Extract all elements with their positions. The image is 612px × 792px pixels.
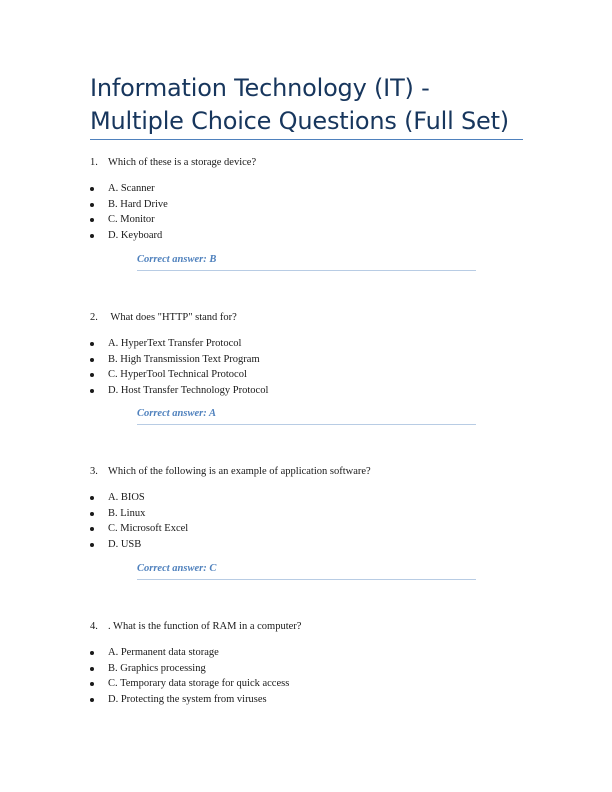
- question-4: [90, 620, 530, 707]
- question-text: [90, 465, 530, 478]
- question-number: 2.: [90, 312, 98, 323]
- option-c: C. Monitor: [90, 212, 530, 228]
- option-a: A. Permanent data storage: [90, 645, 530, 661]
- option-b: B. Linux: [90, 506, 530, 522]
- question-2: [90, 311, 530, 398]
- question-number: 1.: [90, 157, 98, 168]
- question-number: 3.: [90, 466, 98, 477]
- correct-answer-1: Correct answer: B: [137, 253, 476, 271]
- option-b: B. High Transmission Text Program: [90, 352, 530, 368]
- question-1: [90, 156, 530, 243]
- option-c: C. Microsoft Excel: [90, 521, 530, 537]
- question-prompt: . What is the function of RAM in a computer?: [108, 621, 302, 632]
- title-underline: [90, 139, 523, 140]
- option-a: A. Scanner: [90, 181, 530, 197]
- question-3: [90, 465, 530, 552]
- question-text: [90, 311, 530, 324]
- question-prompt: Which of these is a storage device?: [108, 157, 257, 168]
- question-number: 4.: [90, 621, 98, 632]
- option-c: C. Temporary data storage for quick access: [90, 676, 530, 692]
- page-title: Information Technology (IT) - Multiple Choice Questions (Full Set): [90, 74, 509, 135]
- options-list: [90, 490, 530, 552]
- correct-answer-3: Correct answer: C: [137, 562, 476, 580]
- options-list: [90, 645, 530, 707]
- option-a: A. HyperText Transfer Protocol: [90, 336, 530, 352]
- option-c: C. HyperTool Technical Protocol: [90, 367, 530, 383]
- question-text: [90, 620, 530, 633]
- option-b: B. Hard Drive: [90, 197, 530, 213]
- option-a: A. BIOS: [90, 490, 530, 506]
- option-b: B. Graphics processing: [90, 661, 530, 677]
- question-prompt: Which of the following is an example of application software?: [108, 466, 371, 477]
- options-list: [90, 181, 530, 243]
- question-text: [90, 156, 530, 169]
- option-d: D. Protecting the system from viruses: [90, 692, 530, 708]
- option-d: D. Keyboard: [90, 228, 530, 244]
- option-d: D. USB: [90, 537, 530, 553]
- options-list: [90, 336, 530, 398]
- correct-answer-2: Correct answer: A: [137, 407, 476, 425]
- option-d: D. Host Transfer Technology Protocol: [90, 383, 530, 399]
- question-prompt: What does "HTTP" stand for?: [108, 312, 237, 323]
